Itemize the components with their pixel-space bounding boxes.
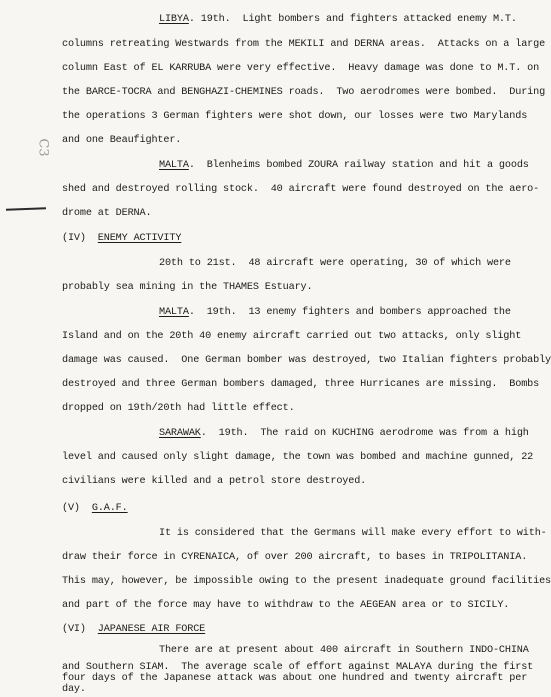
libya-line-1-text: . 19th. Light bombers and fighters attacked enemy M.T. [188, 14, 517, 25]
sarawak-para-line-2: level and caused only slight damage, the town was bombed and machine gunned, 22 [62, 452, 534, 463]
libya-para-line-2: columns retreating Westwards from the MEKILI and DERNA areas. Attacks on a large [62, 39, 546, 50]
sarawak-line-1-text: . 19th. The raid on KUCHING aerodrome was from a high [200, 428, 529, 439]
libya-para-line-5: the operations 3 German fighters were shot down, our losses were two Marylands [62, 111, 528, 122]
section-iv-title: ENEMY ACTIVITY [97, 233, 182, 244]
section-vi-heading [62, 624, 205, 636]
libya-para-line-6: and one Beaufighter. [62, 135, 182, 146]
sarawak-para-line-1 [159, 428, 529, 440]
malta2-line-1-text: . 19th. 13 enemy fighters and bombers approached the [188, 307, 511, 318]
malta2-para-line-1 [159, 307, 511, 319]
section-v-heading [62, 503, 128, 515]
margin-pen-mark [6, 207, 46, 210]
margin-scribble: C3 [35, 138, 51, 157]
libya-para-line-3: column East of EL KARRUBA were very effective. Heavy damage was done to M.T. on [62, 63, 540, 74]
malta1-heading: MALTA [159, 160, 189, 171]
malta2-para-line-3: damage was caused. One German bomber was destroyed, two Italian fighters probably [62, 355, 551, 366]
section-iv-heading [62, 233, 181, 245]
section-v-line-2: draw their force in CYRENAICA, of over 200 aircraft, to bases in TRIPOLITANIA. [62, 552, 528, 563]
section-v-title: G.A.F. [91, 503, 128, 514]
malta2-para-line-2: Island and on the 20th 40 enemy aircraft carried out two attacks, only slight [62, 331, 522, 342]
section-iv-number: (IV) [62, 233, 86, 244]
section-v-line-4: and part of the force may have to withdraw to the AEGEAN area or to SICILY. [62, 600, 510, 611]
section-vi-line-4: day. [62, 684, 86, 695]
sarawak-para-line-3: civilians were killed and a petrol store destroyed. [62, 476, 367, 487]
section-iv-line-2: probably sea mining in the THAMES Estuary. [62, 282, 313, 293]
section-iv-line-1: 20th to 21st. 48 aircraft were operating, 30 of which were [159, 258, 511, 269]
malta2-heading: MALTA [159, 307, 189, 318]
section-vi-line-1: There are at present about 400 aircraft in Southern INDO-CHINA [159, 645, 529, 656]
libya-para-line-1 [159, 14, 517, 26]
malta2-para-line-5: dropped on 19th/20th had little effect. [62, 403, 295, 414]
sarawak-heading: SARAWAK [159, 428, 201, 439]
section-v-line-1: It is considered that the Germans will make every effort to with- [159, 528, 547, 539]
section-v-number: (V) [62, 503, 80, 514]
section-v-line-3: This may, however, be impossible owing to the present inadequate ground facilities [62, 576, 551, 587]
malta1-para-line-1 [159, 160, 529, 172]
libya-para-line-4: the BARCE-TOCRA and BENGHAZI-CHEMINES roads. Two aerodromes were bombed. During [62, 87, 546, 98]
section-vi-number: (VI) [62, 624, 86, 635]
malta1-para-line-3: drome at DERNA. [62, 208, 152, 219]
malta2-para-line-4: destroyed and three German bombers damaged, three Hurricanes are missing. Bombs [62, 379, 540, 390]
section-vi-line-3: four days of the Japanese attack was about one hundred and twenty aircraft per [62, 673, 528, 684]
libya-heading: LIBYA [159, 14, 189, 25]
malta1-para-line-2: shed and destroyed rolling stock. 40 aircraft were found destroyed on the aero- [62, 184, 540, 195]
section-vi-line-2: and Southern SIAM. The average scale of effort against MALAYA during the first [62, 662, 534, 673]
malta1-line-1-text: . Blenheims bombed ZOURA railway station and hit a goods [188, 160, 529, 171]
section-vi-title: JAPANESE AIR FORCE [97, 624, 206, 635]
